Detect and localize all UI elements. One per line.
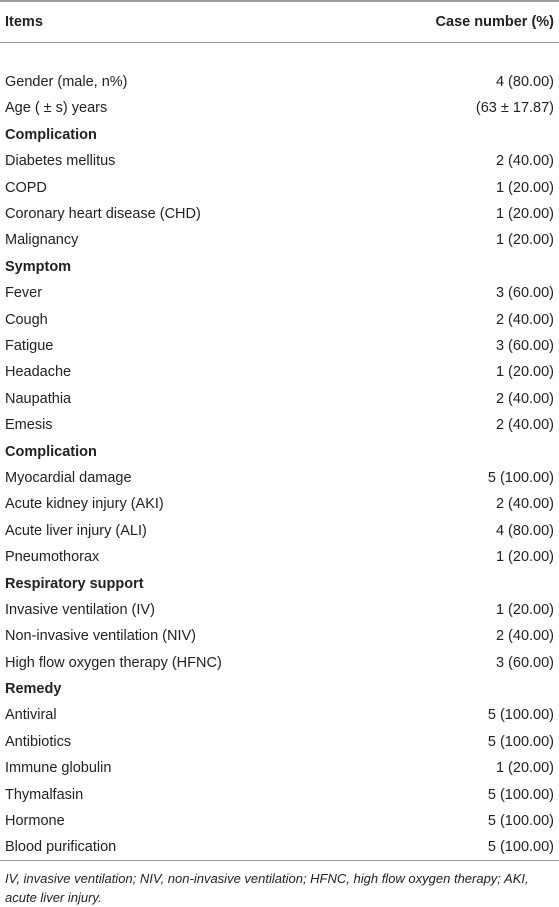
table-body <box>0 43 559 861</box>
case-number-value: 3 (60.00) <box>495 654 554 671</box>
table-row <box>0 69 559 95</box>
case-number-value: 2 (40.00) <box>495 153 554 170</box>
item-label: Antiviral <box>5 707 57 724</box>
case-number-value <box>380 438 559 464</box>
case-number-value: 5 (100.00) <box>487 469 554 486</box>
table-row <box>0 412 559 438</box>
case-number-value: 1 (20.00) <box>495 549 554 566</box>
case-number-value: 2 (40.00) <box>495 390 554 407</box>
section-label: Complication <box>5 443 97 460</box>
case-number-value: (63 ± 17.87) <box>475 100 554 117</box>
item-label: Coronary heart disease (CHD) <box>5 206 201 223</box>
case-number-value: 1 (20.00) <box>495 179 554 196</box>
table-row <box>0 755 559 781</box>
item-label: Emesis <box>5 417 53 434</box>
table-row <box>0 702 559 728</box>
case-number-value: 1 (20.00) <box>495 601 554 618</box>
item-label: COPD <box>5 179 47 196</box>
item-label: Naupathia <box>5 390 72 407</box>
column-header-case-number: Case number (%) <box>380 1 559 43</box>
table-header-row <box>0 1 559 43</box>
item-label: Pneumothorax <box>5 549 100 566</box>
item-label: Immune globulin <box>5 760 112 777</box>
item-label: Headache <box>5 364 72 381</box>
table-row <box>0 95 559 121</box>
section-label: Respiratory support <box>5 575 144 592</box>
section-label: Remedy <box>5 681 62 698</box>
item-label: Fatigue <box>5 337 54 354</box>
section-header-row <box>0 676 559 702</box>
item-label: Non-invasive ventilation (NIV) <box>5 628 196 645</box>
table-row <box>0 649 559 675</box>
table-row <box>0 518 559 544</box>
case-number-value: 3 (60.00) <box>495 285 554 302</box>
case-number-value: 5 (100.00) <box>487 733 554 750</box>
case-number-value: 3 (60.00) <box>495 337 554 354</box>
section-label: Complication <box>5 126 97 143</box>
item-label: Cough <box>5 311 48 328</box>
case-number-value: 5 (100.00) <box>487 707 554 724</box>
table-row <box>0 201 559 227</box>
case-number-value: 1 (20.00) <box>495 232 554 249</box>
section-label: Symptom <box>5 258 72 275</box>
case-number-value <box>380 254 559 280</box>
item-label: Myocardial damage <box>5 469 132 486</box>
table-row <box>0 148 559 174</box>
item-label: Malignancy <box>5 232 79 249</box>
case-number-value: 5 (100.00) <box>487 813 554 830</box>
case-number-value: 1 (20.00) <box>495 364 554 381</box>
table-row <box>0 544 559 570</box>
case-number-value: 4 (80.00) <box>495 74 554 91</box>
item-label: Blood purification <box>0 834 380 860</box>
item-label: Fever <box>5 285 43 302</box>
table-row <box>0 333 559 359</box>
item-label: Age ( ± s) years <box>5 100 108 117</box>
table-row <box>0 359 559 385</box>
item-label: Hormone <box>5 813 65 830</box>
table-row <box>0 174 559 200</box>
item-label: High flow oxygen therapy (HFNC) <box>5 654 222 671</box>
header-spacer <box>0 43 559 69</box>
table-row <box>0 808 559 834</box>
table-row <box>0 491 559 517</box>
case-number-value <box>380 676 559 702</box>
item-label: Gender (male, n%) <box>5 74 128 91</box>
item-label: Invasive ventilation (IV) <box>5 601 155 618</box>
table-row <box>0 465 559 491</box>
column-header-items: Items <box>0 1 380 43</box>
item-label: Acute liver injury (ALI) <box>5 522 147 539</box>
section-header-row <box>0 122 559 148</box>
case-number-value: 1 (20.00) <box>495 760 554 777</box>
case-number-value: 5 (100.00) <box>380 834 559 860</box>
item-label: Antibiotics <box>5 733 72 750</box>
case-number-value <box>380 570 559 596</box>
case-number-value: 2 (40.00) <box>495 628 554 645</box>
table-row <box>0 781 559 807</box>
table-row <box>0 306 559 332</box>
table-row <box>0 623 559 649</box>
table-row <box>0 280 559 306</box>
case-number-value: 5 (100.00) <box>487 786 554 803</box>
section-header-row <box>0 438 559 464</box>
case-number-value: 2 (40.00) <box>495 311 554 328</box>
table-row <box>0 597 559 623</box>
case-number-value: 2 (40.00) <box>495 496 554 513</box>
case-number-value <box>380 122 559 148</box>
section-header-row <box>0 570 559 596</box>
table-row <box>0 386 559 412</box>
table-row <box>0 729 559 755</box>
case-number-value: 4 (80.00) <box>495 522 554 539</box>
item-label: Thymalfasin <box>5 786 84 803</box>
case-number-value: 1 (20.00) <box>495 206 554 223</box>
item-label: Acute kidney injury (AKI) <box>5 496 164 513</box>
table-row <box>0 834 559 860</box>
item-label: Diabetes mellitus <box>5 153 116 170</box>
section-header-row <box>0 254 559 280</box>
case-number-value: 2 (40.00) <box>495 417 554 434</box>
table-footnote: IV, invasive ventilation; NIV, non-invasive ventilation; HFNC, high flow oxygen therapy; AKI, acute liver injury. <box>5 871 529 906</box>
table-row <box>0 227 559 253</box>
